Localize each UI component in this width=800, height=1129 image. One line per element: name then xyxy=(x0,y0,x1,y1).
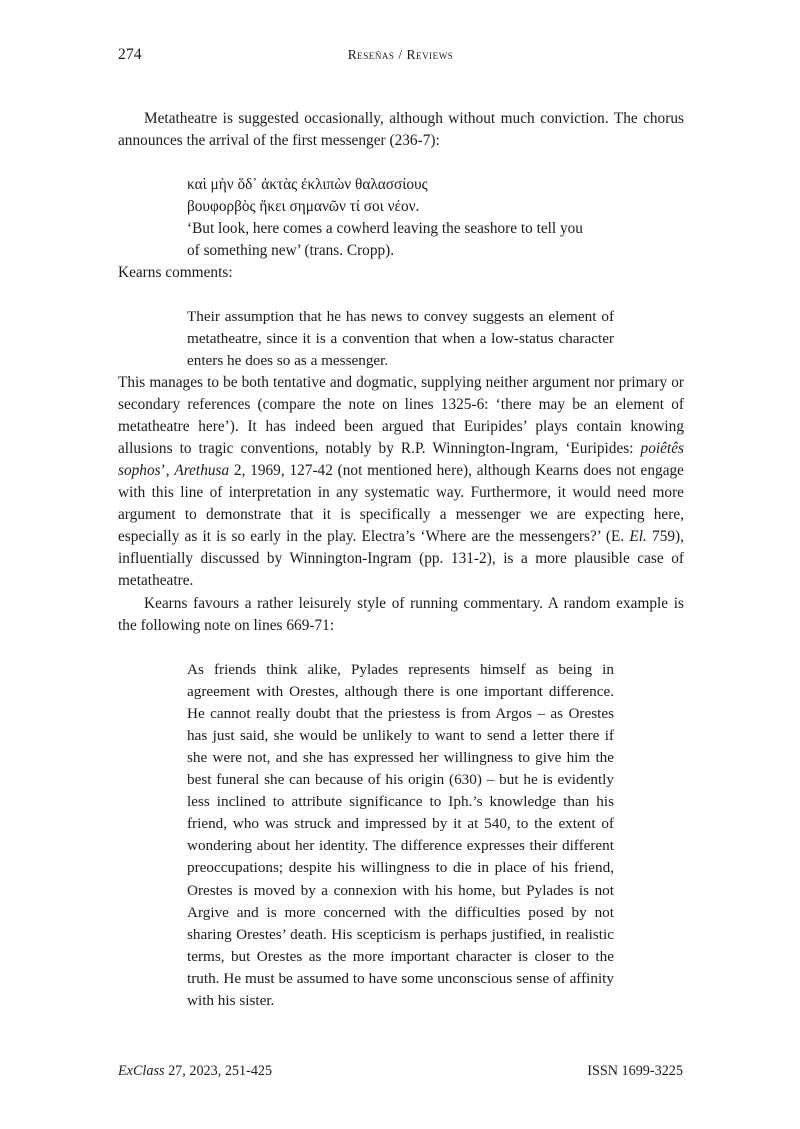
journal-arethusa: Arethusa xyxy=(174,462,230,480)
quote-greek-line-1 xyxy=(187,174,627,196)
critique-text-part-2: ’, xyxy=(160,462,175,480)
quote-text-pylades: As friends think alike, Pylades represents himself as being in agreement with Orestes, although there is one important difference. He cannot really doubt that the priestess is from Argos – as Orestes has just said, she would be unlikely to want to send a letter there if she were not, and she has expressed her willingness to give him the best funeral she can because of his origin (630) – but he is evidently less inclined to attribute significance to Iph.’s knowledge than his friend, who was struck and impressed by it at 540, to the extent of wondering about her identity. The difference expresses their different preoccupations; despite his willingness to die in place of his friend, Orestes is moved by a connexion with his home, but Pylades is not Argive and is more concerned with the difficulties posed by not sharing Orestes’ death. His scepticism is perhaps justified, in realistic terms, but Orestes as the more important character is closer to the truth. He must be assumed to have some unconscious sense of affinity with his sister. xyxy=(187,660,614,1010)
footer-issn: ISSN 1699-3225 xyxy=(587,1063,683,1079)
running-head-title: Reseñas / Reviews xyxy=(347,47,454,62)
journal-volume-pages: 27, 2023, 251-425 xyxy=(164,1063,273,1079)
block-quote-kearns-2 xyxy=(118,659,684,1013)
text-column xyxy=(118,108,684,1012)
block-quote-kearns-1 xyxy=(118,306,684,372)
greek-text-line-1: καὶ μὴν ὅδ᾽ ἀκτὰς ἐκλιπὼν θαλασσίους xyxy=(187,176,428,194)
title-poietes-sophos: poiêtês sophos xyxy=(118,440,684,480)
quote-greek-line-2 xyxy=(187,196,627,218)
paragraph-commentary-style: Kearns favours a rather leisurely style of running commentary. A random example is the following note on lines 669-71: xyxy=(118,594,684,634)
lead-in-kearns-comments: Kearns comments: xyxy=(118,263,233,281)
work-abbrev-el: El. xyxy=(629,528,647,546)
block-quote-verse xyxy=(118,174,684,262)
page-footer xyxy=(118,1061,683,1081)
paragraph-metatheatre-intro: Metatheatre is suggested occasionally, although without much conviction. The chorus announces the arrival of the first messenger (236-7): xyxy=(118,110,684,150)
paragraph-critique xyxy=(118,372,684,592)
greek-text-line-2: βουφορβὸς ἥκει σημανῶν τί σοι νέον. xyxy=(187,198,420,215)
page-number: 274 xyxy=(118,46,142,63)
running-head xyxy=(118,44,683,66)
quote-text-metatheatre: Their assumption that he has news to convey suggests an element of metatheatre, since it is a convention that when a low-status character enters he does so as a messenger. xyxy=(187,307,614,369)
footer-journal-citation xyxy=(118,1061,272,1081)
critique-text-part-4: 759), influentially discussed by Winnington-Ingram (pp. 131-2), is a more plausible case of metatheatre. xyxy=(118,528,685,590)
critique-text-part-1: This manages to be both tentative and dogmatic, supplying neither argument nor primary or secondary references (compare the note on lines 1325-6: ‘there may be an element of metatheatre here’). It has indeed been argued that Euripides’ plays contain knowing allusions to tragic conventions, notably by R.P. Winnington-Ingram, ‘Euripides: xyxy=(118,374,684,458)
critique-text-part-3: 2, 1969, 127-42 (not mentioned here), although Kearns does not engage with this line of interpretation in any systematic way. Furthermore, it would need more argument to demonstrate that it is specifically a messenger we are expecting here, especially as it is so early in the play. Electra’s ‘Where are the messengers?’ (E. xyxy=(118,462,684,546)
journal-name-exclass: ExClass xyxy=(118,1063,165,1079)
quote-translation-line-2: of something new’ (trans. Cropp). xyxy=(187,241,395,259)
quote-translation-line-1: ‘But look, here comes a cowherd leaving the seashore to tell you xyxy=(187,219,583,237)
